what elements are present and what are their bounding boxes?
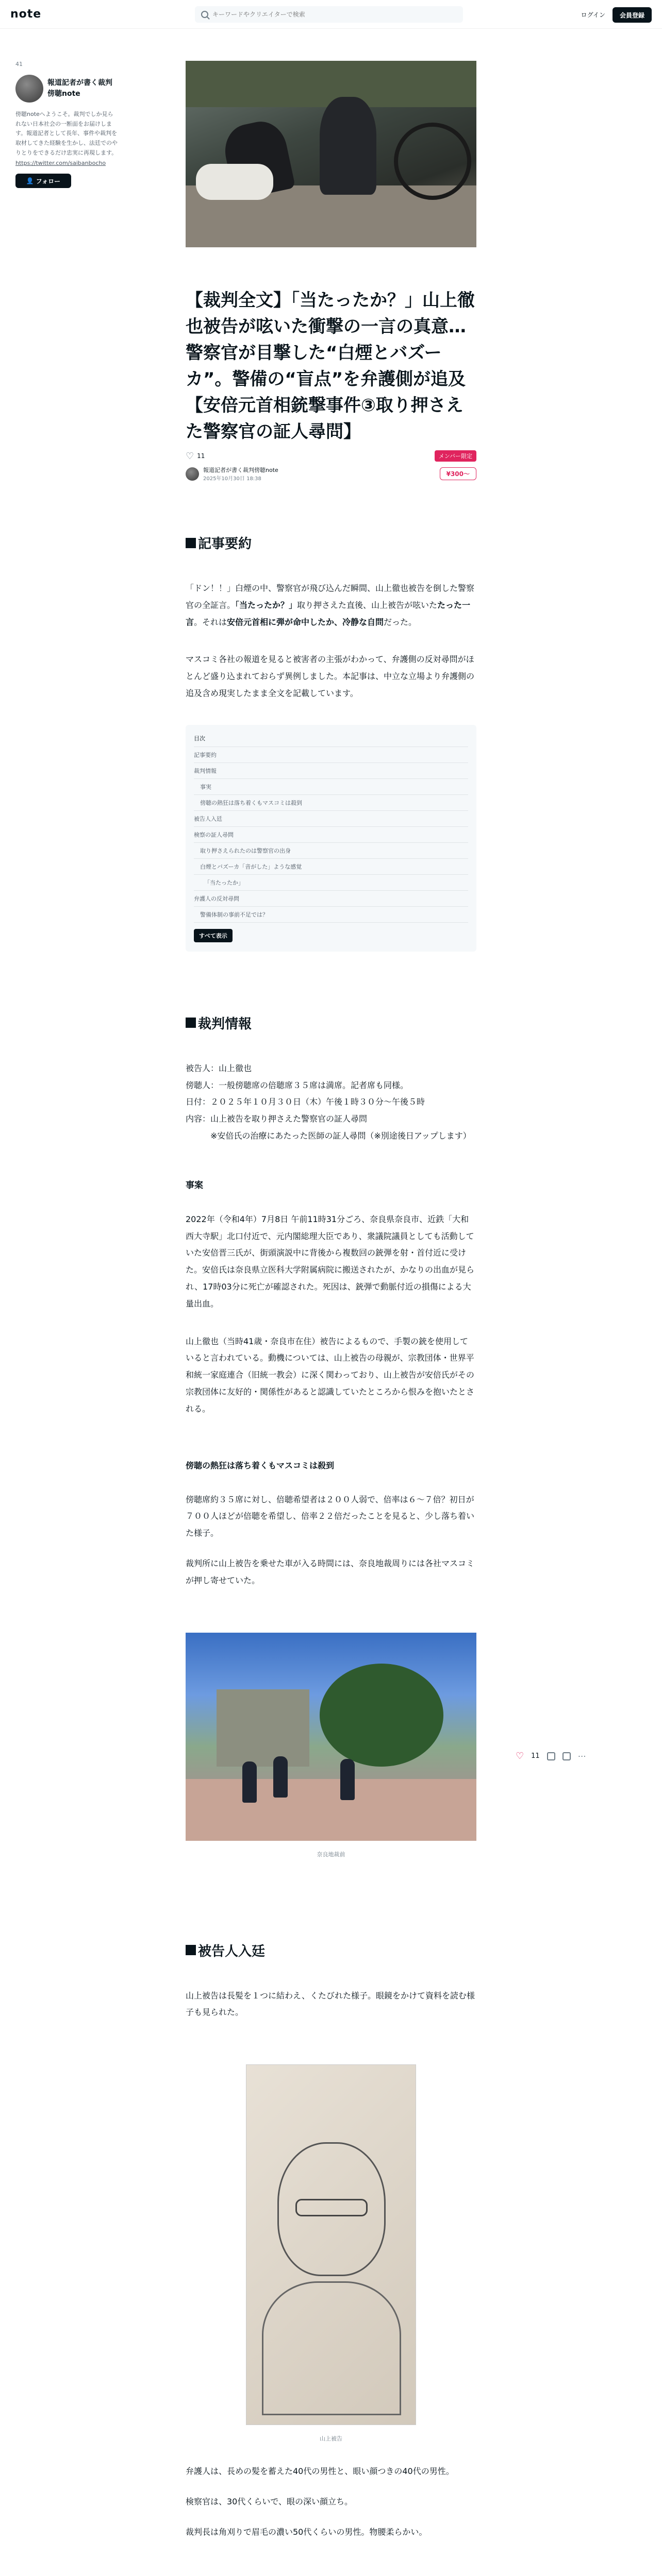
article-title: 【裁判全文】「当たったか？」山上徹也被告が呟いた衝撃の一言の真意…警察官が目撃した“白煙とバズーカ”。警備の“盲点”を弁護側が追及【安倍元首相銃撃事件③取り押さえた警察官の証人尋問】 (186, 290, 475, 442)
reaction-bar (516, 1751, 586, 1761)
entry-heading: 被告人入廷 (186, 1941, 476, 1960)
top-header (0, 0, 662, 29)
search-input[interactable] (212, 11, 450, 18)
creator-profile (15, 61, 119, 188)
avatar[interactable] (15, 75, 43, 103)
author-avatar[interactable] (186, 467, 199, 481)
person-plus-icon: 👤 (26, 177, 34, 185)
note-logo[interactable]: note (10, 8, 42, 21)
photo-caption: 奈良地裁前 (317, 1851, 345, 1858)
toc-item[interactable]: 傍聴の熱狂は落ち着くもマスコミは殺到 (194, 795, 468, 811)
follow-label: フォロー (36, 177, 61, 185)
follower-count: 41 (15, 61, 23, 67)
entry-paragraph: 山上被告は長髪を１つに結わえ、くたびれた様子。眼鏡をかけて資料を読む様子も見られた。 (186, 1990, 475, 2018)
toc-item[interactable]: 弁護人の反対尋問 (194, 891, 468, 907)
toc-item[interactable]: 取り押さえられたのは警察官の出身 (194, 843, 468, 859)
crowd-heading: 傍聴の熱狂は落ち着くもマスコミは殺到 (186, 1460, 335, 1470)
price-button[interactable]: ¥300〜 (440, 467, 476, 480)
follow-button[interactable] (15, 174, 71, 188)
hero-image (186, 61, 476, 247)
table-of-contents (186, 725, 476, 952)
publish-date: 2025年10月30日 18:38 (203, 476, 261, 482)
summary-paragraph-2: マスコミ各社の報道を見ると被害者の主張がわかって、弁護側の反対尋問がほとんど盛り込まれておらず異例しました。本記事は、中立な立場より弁護側の追及含め現実したまま全文を記載しています。 (186, 654, 475, 698)
trial-info-heading: 裁判情報 (186, 1013, 476, 1032)
signup-button[interactable]: 会員登録 (613, 7, 652, 23)
author-info[interactable] (186, 466, 278, 482)
crowd-paragraph-2: 裁判所に山上被告を乗せた車が入る時間には、奈良地裁周りには各社マスコミが押し寄せていた。 (186, 1558, 475, 1585)
entry-paragraph-4: 裁判長は角刈りで眉毛の濃い50代くらいの男性。物腰柔らかい。 (186, 2527, 427, 2537)
toc-item[interactable]: 記事要約 (194, 747, 468, 763)
author-name[interactable]: 報道記者が書く裁判傍聴note (203, 467, 278, 473)
like-count: 11 (197, 452, 205, 460)
toc-item[interactable]: 検察の証人尋問 (194, 827, 468, 843)
toc-item[interactable]: 白煙とバズーカ「音がした」ような感覚 (194, 859, 468, 875)
summary-paragraph: 「ドン！！」白煙の中、警察官が飛び込んだ瞬間、山上徹也被告を倒した警察官の全証言。「当たったか？」取り押さえた直後、山上被告が呟いたたった一言。それは安倍元首相に弾が命中したか、冷静な自問だった。 (186, 583, 475, 627)
creator-bio: 傍聴noteへようこそ。裁判でしか見られない日本社会の一断面をお届けします。報道記者として長年、事件や裁判を取材してきた経験を生かし、法廷でのやりとりをできるだけ忠実に再現します。 (15, 111, 118, 156)
profile-head (15, 75, 119, 103)
heart-icon[interactable]: ♡ (186, 450, 194, 462)
like-heart-icon[interactable]: ♡ (516, 1751, 524, 1761)
reaction-like-count: 11 (531, 1752, 540, 1760)
article-meta (186, 450, 476, 462)
crowd-paragraph: 傍聴席約３５席に対し、倍聴希望者は２００人弱で、倍率は６〜７倍？初日が７００人ほどが倍聴を希望し、倍率２２倍だったことを見ると、少し落ち着いた様子。 (186, 1494, 475, 1538)
author-row (186, 466, 476, 482)
like-area[interactable] (186, 451, 205, 462)
search-icon (201, 11, 208, 18)
toc-item[interactable]: 裁判情報 (194, 763, 468, 779)
comment-icon[interactable] (547, 1752, 555, 1760)
toc-item[interactable]: 被告人入廷 (194, 811, 468, 827)
toc-show-all-button[interactable]: すべて表示 (194, 929, 233, 942)
search-bar[interactable] (195, 6, 463, 23)
creator-name[interactable]: 報道記者が書く裁判傍聴note (47, 79, 112, 98)
entry-paragraph-2: 弁護人は、長めの髪を蓄えた40代の男性と、眼い顔つきの40代の男性。 (186, 2466, 454, 2477)
courthouse-photo (186, 1633, 476, 1841)
facts-paragraph: 2022年（令和4年）7月8日 午前11時31分ごろ、奈良県奈良市、近鉄「大和西大寺駅」北口付近で、元内閣総理大臣であり、衆議院議員としても活動していた安倍晋三氏が、街頭演説中に背後から複数回の銃弾を射・首付近に受けた。安倍氏は奈良県立医科大学附属病院に搬送されたが、かなりの出血が見られ、17時03分に死亡が確認された。死因は、銃弾で動脈付近の損傷による大量出血。 (186, 1214, 475, 1309)
sketch-caption: 山上被告 (320, 2435, 342, 2443)
entry-paragraph-3: 検察官は、30代くらいで、眼の深い顔立ち。 (186, 2496, 353, 2506)
member-badge: メンバー限定 (435, 450, 476, 462)
trial-info-block: 被告人：山上徹也 傍聴人：一般傍聴席の倍聴席３５席は満席。記者席も同様。 日付：２０２５年１０月３０日（木）午後１時３０分〜午後５時 内容：山上被告を取り押さえた警察官の証人尋問 ※安倍氏の治療にあたった医師の証人尋問（※別途後日アップします） (186, 1063, 471, 1141)
facts-paragraph-2: 山上徹也（当時41歳・奈良市在住）被告によるもので、手製の銃を使用していると言われている。動機については、山上被告の母親が、宗教団体・世界平和統一家庭連合（旧統一教会）に深く関わっており、山上被告が安倍氏がその宗教団体に友好的・関係性があると認識していたところから恨みを抱いたとされる。 (186, 1336, 475, 1414)
defendant-sketch (246, 2064, 416, 2425)
toc-item[interactable]: 「当たったか」 (194, 875, 468, 891)
toc-item[interactable]: 警備体制の事前不足では？ (194, 907, 468, 923)
login-link[interactable]: ログイン (581, 11, 605, 19)
more-icon[interactable]: ⋯ (577, 1751, 586, 1761)
share-icon[interactable] (562, 1752, 571, 1760)
toc-heading: 目次 (194, 734, 468, 747)
toc-item[interactable]: 事実 (194, 779, 468, 795)
summary-heading: 記事要約 (186, 533, 476, 552)
creator-link[interactable]: https://twitter.com/saibanbocho (15, 160, 106, 167)
article (186, 61, 476, 2576)
facts-heading: 事案 (186, 1180, 203, 1191)
